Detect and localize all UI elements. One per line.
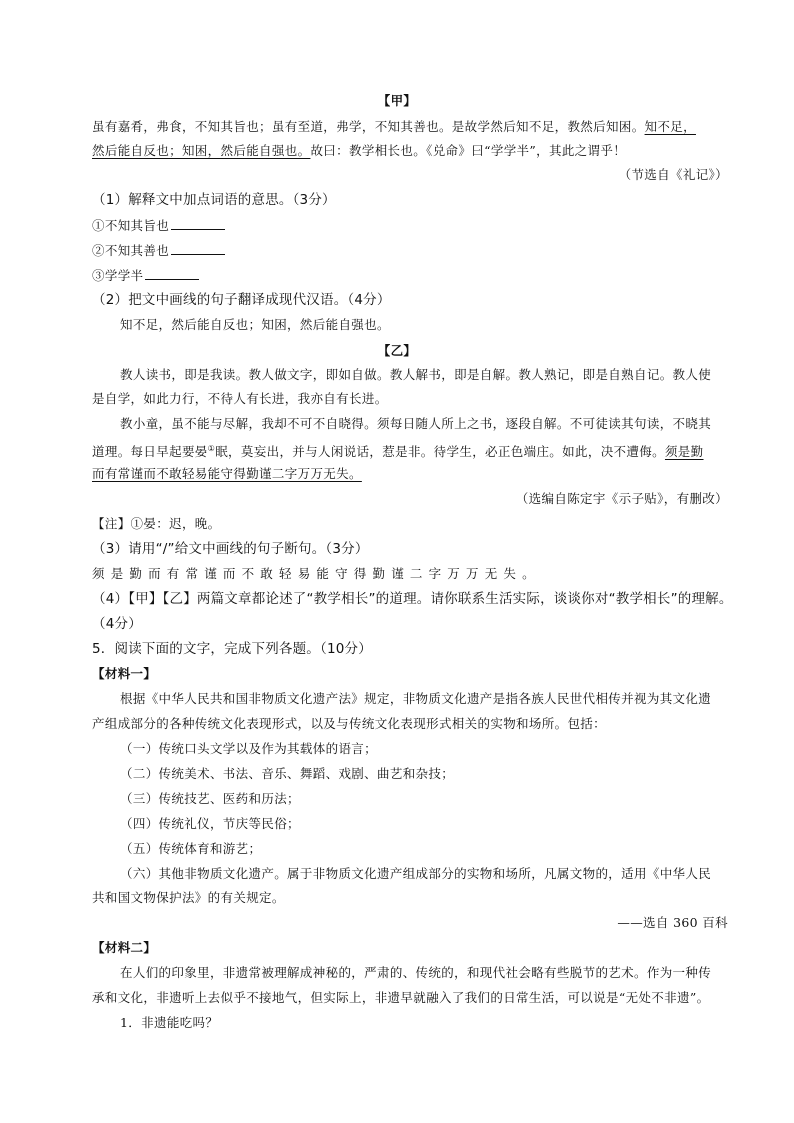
yi-text: 道理。每日早起要晏 xyxy=(92,444,208,460)
material-2-line-1: 在人们的印象里，非遗常被理解成神秘的，严肃的、传统的，和现代社会略有些脱节的艺术。作为一种传 xyxy=(120,965,712,980)
material-2-question-1: 1．非遗能吃吗？ xyxy=(120,1015,219,1030)
question-2-sentence: 知不足，然后能自反也；知困，然后能自强也。 xyxy=(120,317,390,332)
jia-underlined-text: 知不足， xyxy=(644,119,696,134)
yi-underlined-text: 须是勤 xyxy=(664,444,704,460)
material-1-list-item: （五）传统体育和游艺； xyxy=(120,841,262,856)
question-3-sentence: 须是勤而有常谨而不敢轻易能守得勤谨二字万万无失。 xyxy=(92,566,541,581)
yi-paragraph-2-line-2 xyxy=(92,440,704,461)
material-1-list-item: （四）传统礼仪，节庆等民俗； xyxy=(120,816,300,831)
jia-source: （节选自《礼记》） xyxy=(618,167,728,182)
yi-note: 【注】①晏：迟，晚。 xyxy=(92,516,221,531)
question-1-item-label: ①不知其旨也 xyxy=(92,218,170,233)
question-1-prompt: （1）解释文中加点词语的意思。（3分） xyxy=(92,192,336,208)
jia-paragraph-line-2 xyxy=(92,142,626,160)
yi-source: （选编自陈定宇《示子贴》，有删改） xyxy=(515,491,728,506)
question-2-prompt: （2）把文中画线的句子翻译成现代汉语。（4分） xyxy=(92,292,391,308)
material-1-line-1: 根据《中华人民共和国非物质文化遗产法》规定，非物质文化遗产是指各族人民世代相传并视为其文化遗 xyxy=(120,691,712,706)
question-5-prompt: 5．阅读下面的文字，完成下列各题。（10分） xyxy=(92,641,372,657)
question-1-item-label: ②不知其善也 xyxy=(92,243,170,258)
material-1-source: ——选自 360 百科 xyxy=(617,915,728,930)
question-3-prompt: （3）请用“/”给文中画线的句子断句。（3分） xyxy=(92,541,369,557)
material-1-list-item: （六）其他非物质文化遗产。属于非物质文化遗产组成部分的实物和场所，凡属文物的，适用《中华人民 xyxy=(120,866,712,881)
yi-underlined-line: 而有常谨而不敢轻易能守得勤谨二字万万无失。 xyxy=(92,466,362,481)
material-1-list-continuation: 共和国文物保护法》的有关规定。 xyxy=(92,890,285,905)
jia-underlined-text: 然后能自反也；知困，然后能自强也。 xyxy=(92,143,311,158)
jia-text: 虽有嘉肴，弗食，不知其旨也；虽有至道，弗学，不知其善也。是故学然后知不足，教然后知困。 xyxy=(92,119,645,134)
answer-blank[interactable] xyxy=(171,241,225,255)
yi-paragraph-1-line-2: 是自学，如此力行，不待人有长进，我亦自有长进。 xyxy=(92,391,388,406)
question-1-item xyxy=(92,266,199,285)
yi-paragraph-2-line-1: 教小童，虽不能与尽解，我却不可不自晓得。须每日随人所上之书，逐段自解。不可徒读其句读，不晓其 xyxy=(120,416,712,431)
question-1-item xyxy=(92,241,225,260)
material-1-list-item: （一）传统口头文学以及作为其载体的语言； xyxy=(120,741,378,756)
yi-text: 眠，莫妄出，并与人闲说话，惹是非。待学生，必正色端庄。如此，决不遭侮。 xyxy=(215,444,665,460)
footnote-marker: ① xyxy=(207,444,216,453)
section-heading-jia: 【甲】 xyxy=(377,93,417,108)
material-1-list-item: （三）传统技艺、医药和历法； xyxy=(120,791,300,806)
material-1-list-item: （二）传统美术、书法、音乐、舞蹈、戏剧、曲艺和杂技； xyxy=(120,766,455,781)
section-heading-yi: 【乙】 xyxy=(377,343,417,358)
question-4-prompt: （4）【甲】【乙】两篇文章都论述了“教学相长”的道理。请你联系生活实际，谈谈你对“教学相长”的理解。 xyxy=(92,591,733,607)
question-4-points: （4分） xyxy=(92,616,142,632)
answer-blank[interactable] xyxy=(171,216,225,230)
material-2-line-2: 承和文化，非遗听上去似乎不接地气，但实际上，非遗早就融入了我们的日常生活，可以说是“无处不非遗”。 xyxy=(92,990,710,1005)
answer-blank[interactable] xyxy=(145,266,199,280)
question-1-item-label: ③学学半 xyxy=(92,268,144,283)
question-1-item xyxy=(92,216,225,235)
jia-paragraph-line-1 xyxy=(92,118,696,136)
yi-paragraph-1-line-1: 教人读书，即是我读。教人做文字，即如自做。教人解书，即是自解。教人熟记，即是自熟自记。教人使 xyxy=(120,367,712,382)
material-1-heading: 【材料一】 xyxy=(92,666,157,681)
jia-text: 故曰：教学相长也。《兑命》曰“学学半”，其此之谓乎！ xyxy=(310,143,627,158)
material-1-line-2: 产组成部分的各种传统文化表现形式，以及与传统文化表现形式相关的实物和场所。包括： xyxy=(92,716,607,731)
material-2-heading: 【材料二】 xyxy=(92,940,157,955)
